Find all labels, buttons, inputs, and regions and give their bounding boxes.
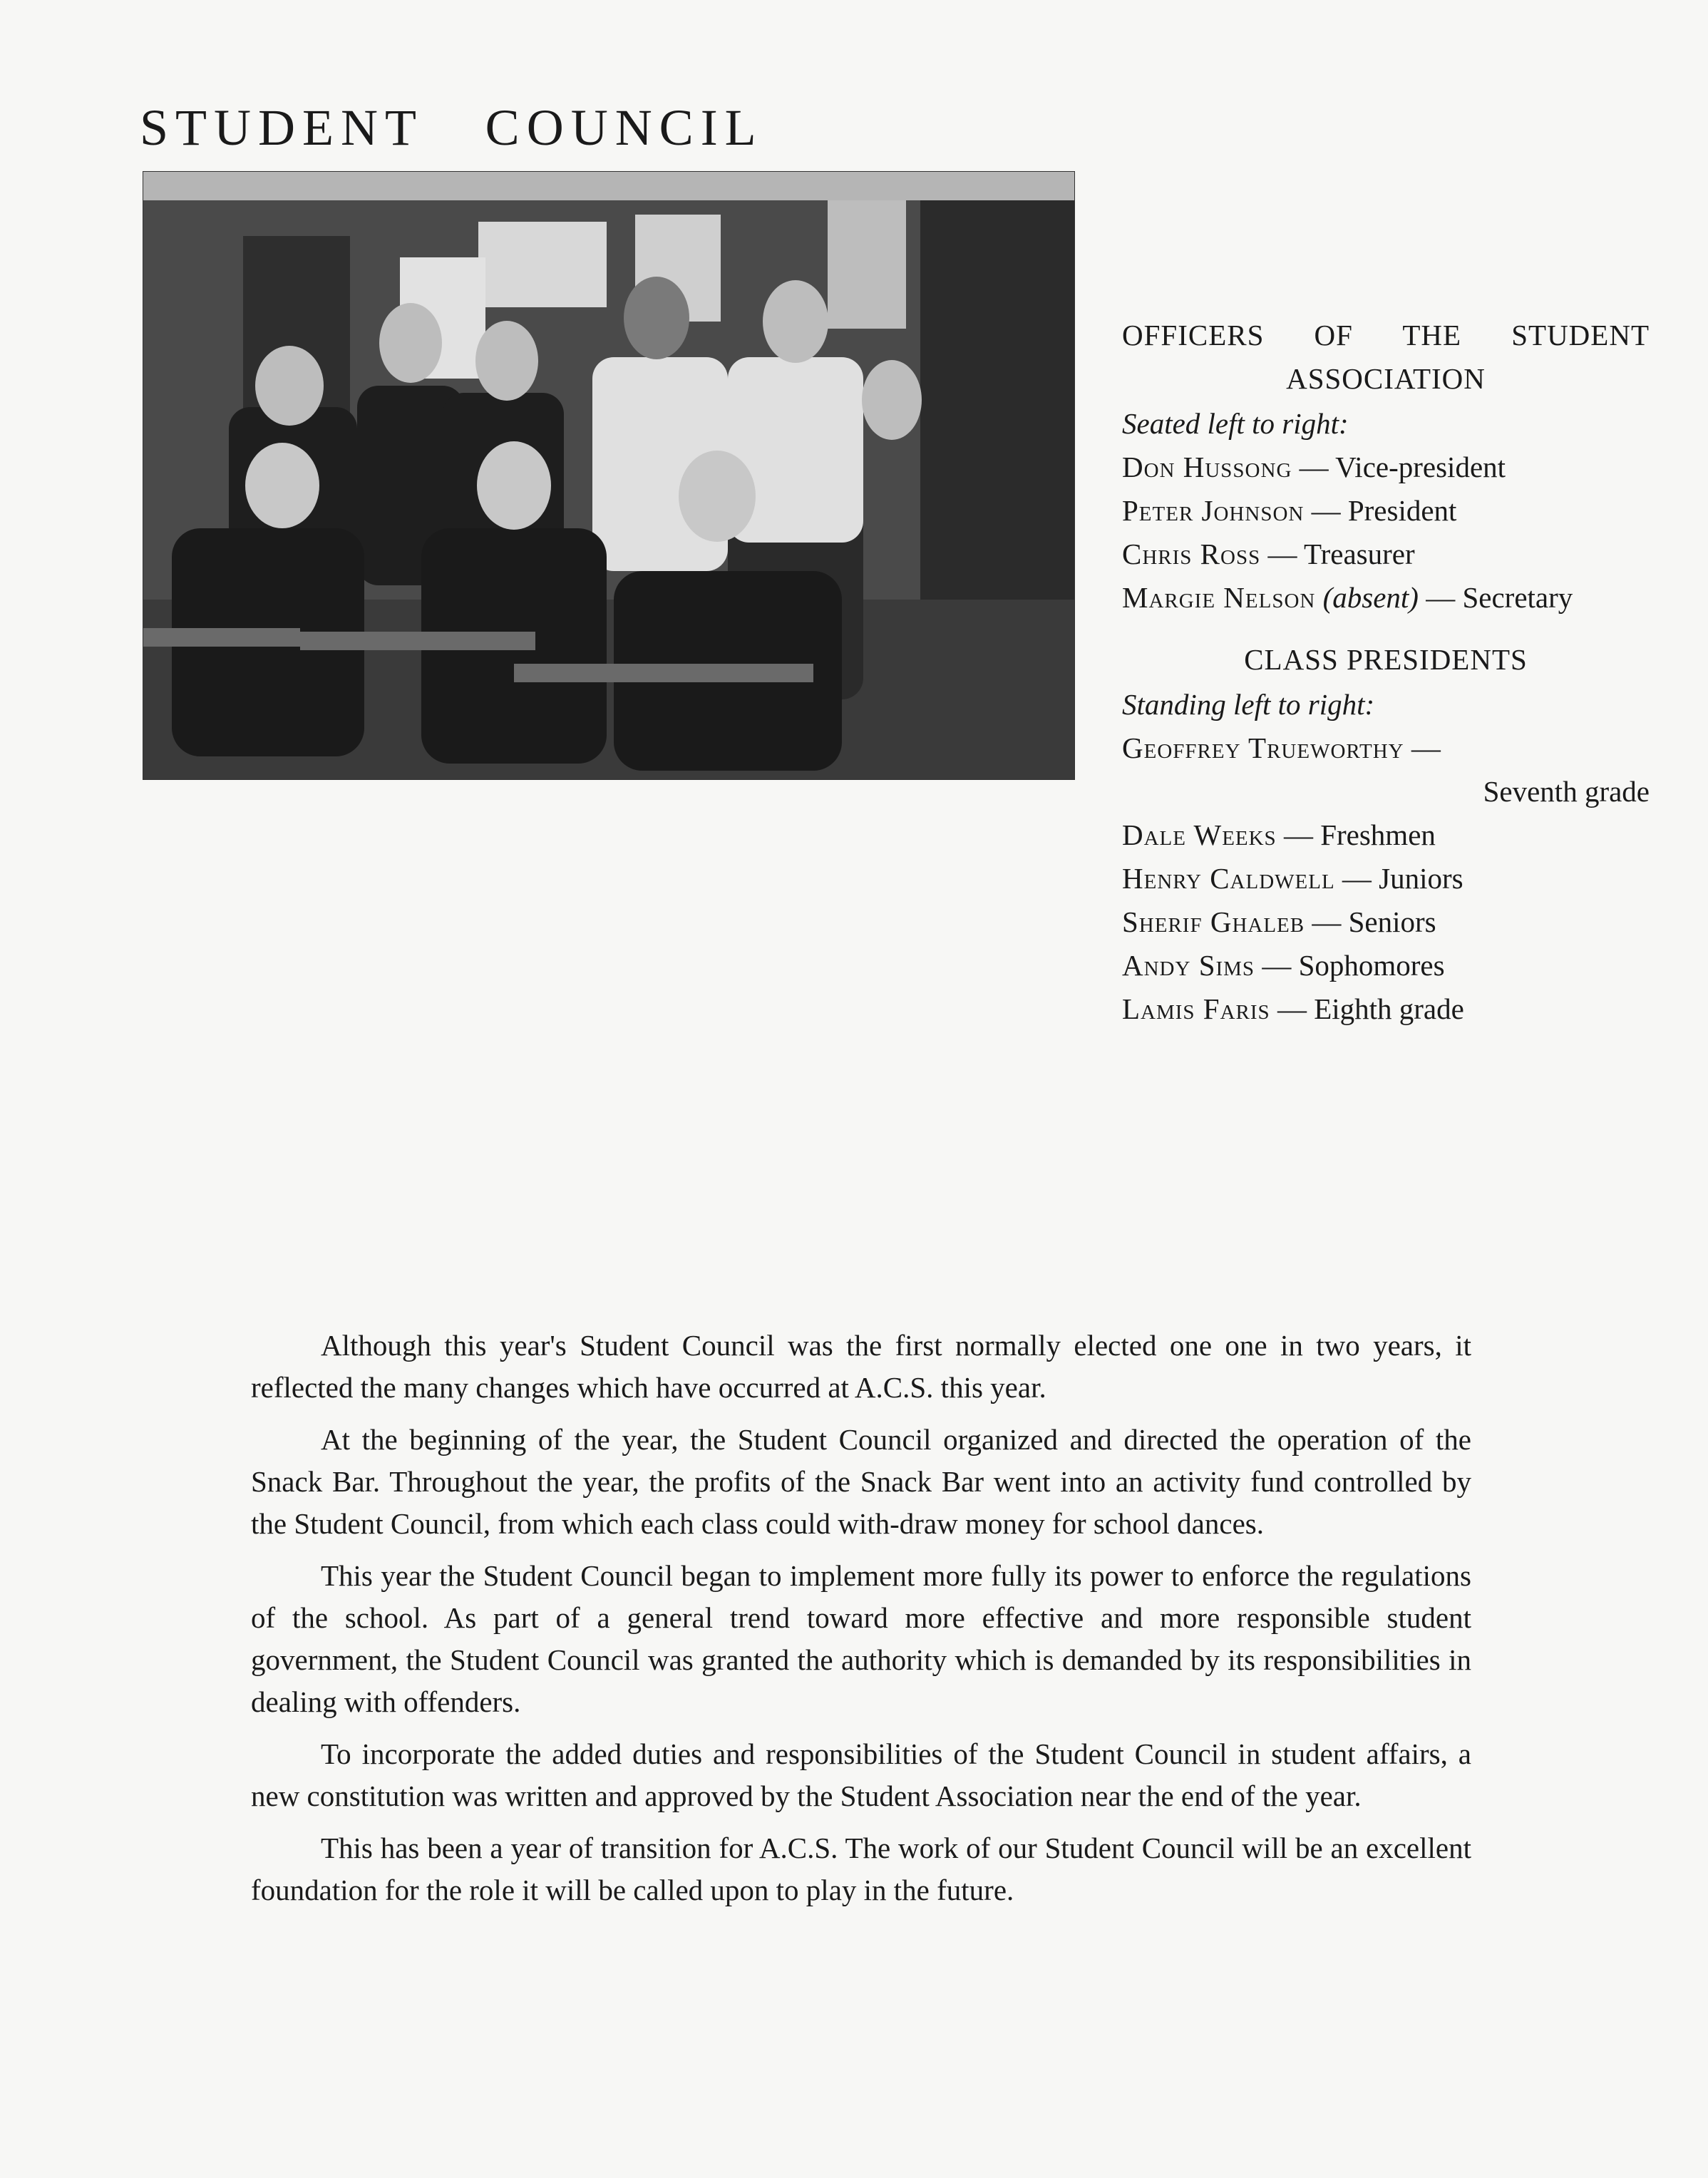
dash: — [1277,992,1307,1025]
article-body [251,1325,1471,1921]
dash: — [1283,818,1313,851]
article-paragraph: To incorporate the added duties and responsibilities of the Student Council in student affairs, a new constitution was written and approved by the Student Association near the end of the year. [251,1737,1471,1812]
dash: — [1262,949,1292,982]
president-entry [1122,813,1650,857]
officer-entry [1122,489,1650,533]
officer-role: Secretary [1462,581,1573,614]
president-role: Eighth grade [1314,992,1464,1025]
president-entry [1122,726,1650,770]
president-entry [1122,987,1650,1031]
officer-note: (absent) [1322,581,1419,614]
dash: — [1299,451,1329,483]
group-photo-illustration [143,172,1074,779]
president-role: Sophomores [1298,949,1445,982]
president-role: Seniors [1348,905,1436,938]
article-paragraph: At the beginning of the year, the Student Council organized and directed the operation of the Snack Bar. Throughout the year, the profits of the Snack Bar went into an activity fund controlled by the Student Council, from which each class could with-draw money for school dances. [251,1423,1471,1540]
officer-name: Chris Ross [1122,538,1261,570]
president-name: Lamis Faris [1122,992,1270,1025]
class-presidents-subheading: Standing left to right: [1122,688,1375,721]
article-paragraph: This year the Student Council began to implement more fully its power to enforce the regulations of the school. As part of a general trend toward more effective and more responsible student government, the Student Council was granted the authority which is demanded by its responsibilities in dealing with offenders. [251,1559,1471,1718]
president-name: Andy Sims [1122,949,1255,982]
page-title: STUDENT COUNCIL [140,99,763,156]
officers-heading-cont: ASSOCIATION [1286,362,1486,395]
president-name: Geoffrey Trueworthy [1122,731,1404,764]
president-role: Juniors [1379,862,1463,895]
officer-entry [1122,446,1650,489]
president-entry [1122,944,1650,987]
dash: — [1426,581,1456,614]
dash: — [1311,494,1341,527]
officers-subheading: Seated left to right: [1122,407,1349,440]
officer-entry [1122,533,1650,576]
dash: — [1411,731,1441,764]
officer-name: Margie Nelson [1122,581,1316,614]
president-entry [1122,857,1650,900]
dash: — [1267,538,1297,570]
president-role: Seventh grade [1483,775,1650,808]
article-paragraph: Although this year's Student Council was the first normally elected one one in two years, it reflected the many changes which have occurred at A.C.S. this year. [251,1329,1471,1404]
officer-role: Vice-president [1335,451,1506,483]
officer-name: Peter Johnson [1122,494,1305,527]
officer-role: President [1347,494,1457,527]
group-photo [143,171,1075,780]
officers-heading: OFFICERS OF THE STUDENT [1122,319,1650,351]
caption-sidebar [1122,314,1650,1031]
dash: — [1342,862,1372,895]
president-name: Dale Weeks [1122,818,1277,851]
officer-role: Treasurer [1303,538,1415,570]
article-paragraph: This has been a year of transition for A.C.S. The work of our Student Council will be an excellent foundation for the role it will be called upon to play in the future. [251,1832,1471,1906]
class-presidents-heading: CLASS PRESIDENTS [1244,643,1528,676]
officer-entry [1122,576,1650,620]
president-name: Henry Caldwell [1122,862,1335,895]
officer-name: Don Hussong [1122,451,1292,483]
president-name: Sherif Ghaleb [1122,905,1305,938]
president-entry [1122,900,1650,944]
president-role: Freshmen [1320,818,1436,851]
dash: — [1312,905,1342,938]
